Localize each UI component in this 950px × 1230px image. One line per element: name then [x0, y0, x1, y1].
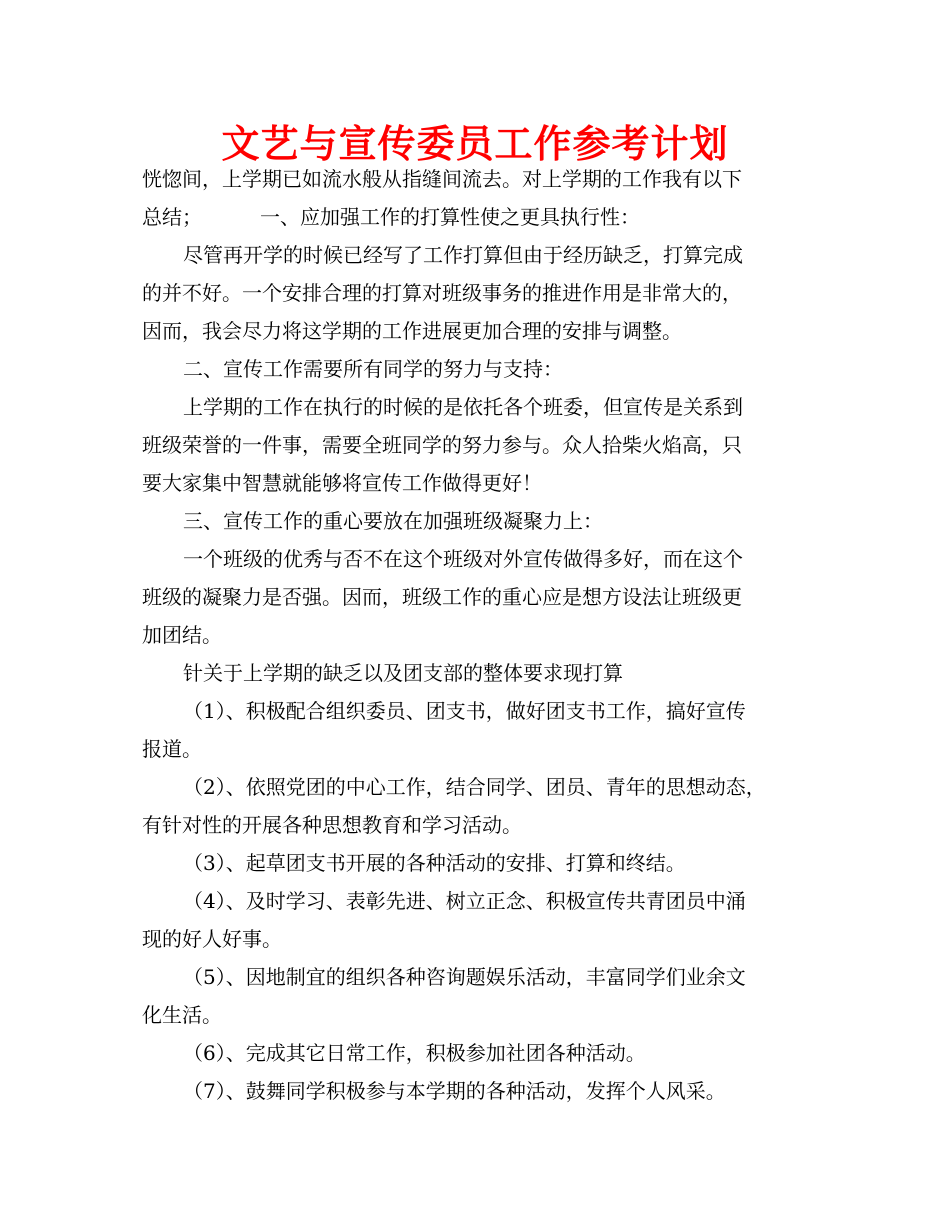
- text-line: 恍惚间，上学期已如流水般从指缝间流去。对上学期的工作我有以下: [142, 167, 742, 191]
- text-line: 的并不好。一个安排合理的打算对班级事务的推进作用是非常大的，: [142, 281, 742, 305]
- text-line: 有针对性的开展各种思想教育和学习活动。: [142, 813, 522, 837]
- text-line: 因而，我会尽力将这学期的工作进展更加合理的安排与调整。: [142, 319, 682, 343]
- paragraph-start: 尽管再开学的时候已经写了工作打算但由于经历缺乏，打算完成: [183, 243, 743, 267]
- text-line: 要大家集中智慧就能够将宣传工作做得更好！: [142, 471, 542, 495]
- document-title: 文艺与宣传委员工作参考计划: [221, 122, 729, 166]
- plan-item-6: （6）、完成其它日常工作，积极参加社团各种活动。: [183, 1041, 646, 1065]
- plan-item-5: （5）、因地制宜的组织各种咨询题娱乐活动，丰富同学们业余文: [183, 965, 746, 989]
- text-line: 报道。: [142, 737, 202, 761]
- plan-item-7: （7）、鼓舞同学积极参与本学期的各种活动，发挥个人风采。: [183, 1079, 726, 1103]
- section-heading-1: 一、应加强工作的打算性使之更具执行性：: [260, 205, 640, 229]
- text-line: 化生活。: [142, 1003, 222, 1027]
- plan-intro: 针关于上学期的缺乏以及团支部的整体要求现打算: [183, 661, 623, 685]
- plan-item-1: （1）、积极配合组织委员、团支书，做好团支书工作，搞好宣传: [183, 699, 746, 723]
- text-line: 班级的凝聚力是否强。因而，班级工作的重心应是想方设法让班级更: [142, 585, 742, 609]
- plan-item-4: （4）、及时学习、表彰先进、树立正念、积极宣传共青团员中涌: [183, 889, 746, 913]
- section-heading-2: 二、宣传工作需要所有同学的努力与支持：: [183, 357, 563, 381]
- text-line: 班级荣誉的一件事，需要全班同学的努力参与。众人拾柴火焰高，只: [142, 433, 742, 457]
- text-fragment: 总结；: [142, 205, 202, 229]
- section-heading-3: 三、宣传工作的重心要放在加强班级凝聚力上：: [183, 509, 603, 533]
- document-body: [142, 160, 818, 1110]
- text-line: 现的好人好事。: [142, 927, 282, 951]
- paragraph-start: 上学期的工作在执行的时候的是依托各个班委，但宣传是关系到: [183, 395, 743, 419]
- paragraph-start: 一个班级的优秀与否不在这个班级对外宣传做得多好，而在这个: [183, 547, 743, 571]
- plan-item-2: （2）、依照党团的中心工作，结合同学、团员、青年的思想动态，: [183, 775, 766, 799]
- plan-item-3: （3）、起草团支书开展的各种活动的安排、打算和终结。: [183, 851, 686, 875]
- text-line: [142, 198, 818, 236]
- text-line: 加团结。: [142, 623, 222, 647]
